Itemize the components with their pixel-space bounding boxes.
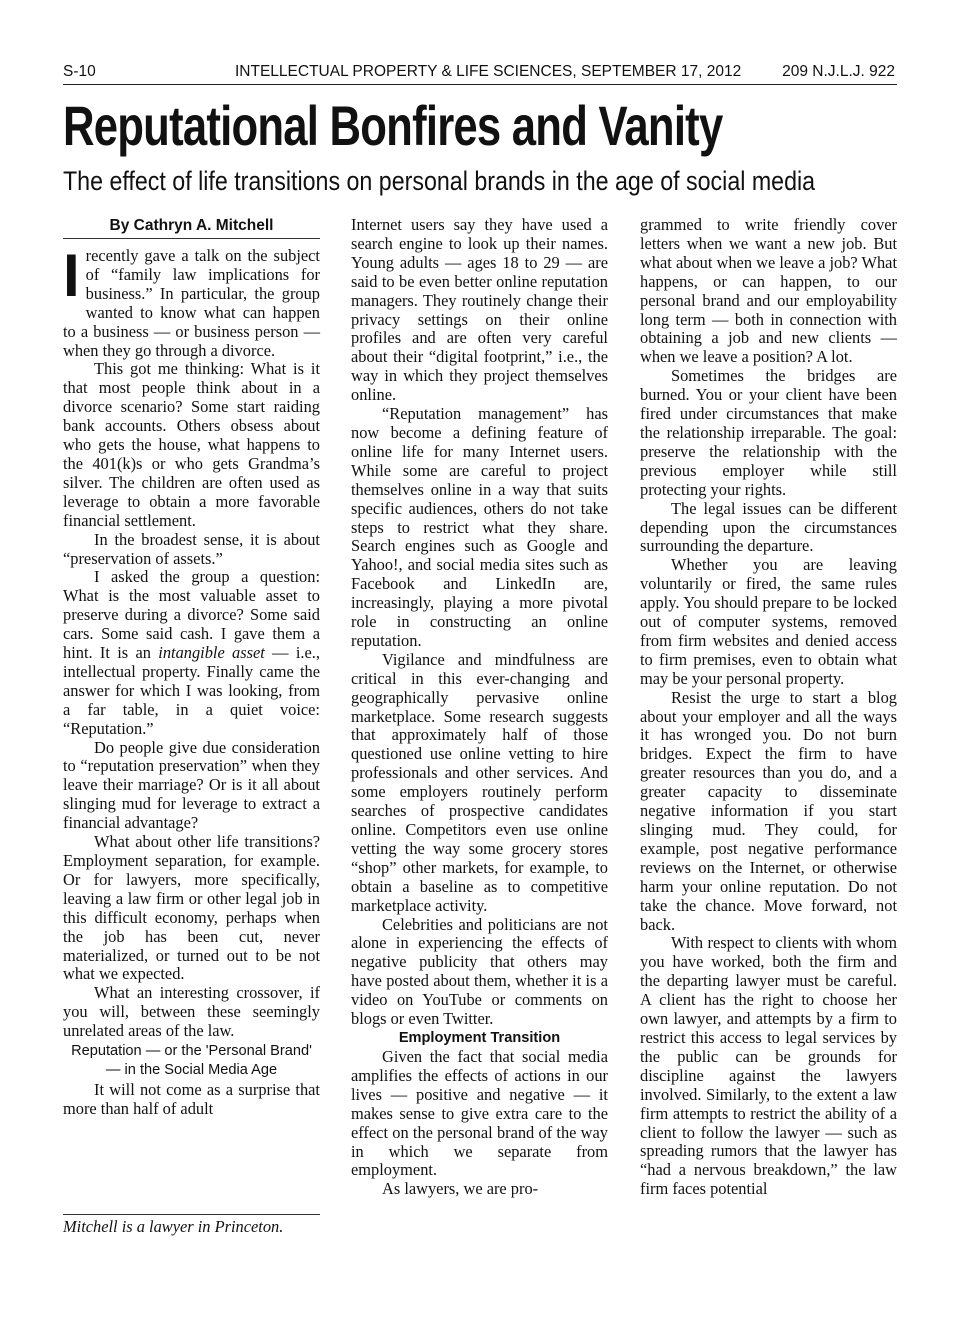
byline: By Cathryn A. Mitchell xyxy=(63,216,320,239)
article-subtitle: The effect of life transitions on personal brands in the age of social media xyxy=(63,166,816,196)
paragraph-text: — i.e., intellectual property. Finally came the answer for which I was looking, from a far table, in a quiet voice: “Reputation.” xyxy=(63,643,320,738)
section-title: INTELLECTUAL PROPERTY & LIFE SCIENCES, SEPTEMBER 17, 2012 xyxy=(235,63,742,80)
paragraph: What about other life transitions? Employment separation, for example. Or for lawyers, more specifically, leaving a law firm or other legal job in this difficult economy, perhaps when the job has been cut, never materialized, or turned out to be not what we expected. xyxy=(63,832,320,984)
paragraph: In the broadest sense, it is about “preservation of assets.” xyxy=(63,529,320,568)
section-heading: Employment Transition xyxy=(398,1029,561,1046)
column-2 xyxy=(351,216,608,1199)
page-number: S-10 xyxy=(63,63,96,80)
paragraph: Do people give due consideration to “reputation preservation” when they leave their marriage? Or is it all about slinging mud for leverage to extract a financial advantage? xyxy=(63,737,320,833)
author-note-text: Mitchell is a lawyer in Princeton. xyxy=(63,1217,284,1236)
column-3 xyxy=(640,216,897,1199)
paragraph: What an interesting crossover, if you will, between these seemingly unrelated areas of the law. xyxy=(63,983,320,1041)
paragraph: Vigilance and mindfulness are critical in this ever-changing and geographically pervasive online marketplace. Some research suggests that approximately half of those questioned use online vetting to hire professionals and other services. And some employers routinely perform searches of prospective candidates online. Competitors even use online vetting the way some grocery stores “shop” other markets, for example, to obtain a baseline as to competitive marketplace activity. xyxy=(351,649,608,915)
paragraph: “Reputation management” has now become a defining feature of online life for many Internet users. While some are careful to project themselves online in a way that suits specific audiences, others do not take steps to restrict what they share. Search engines such as Google and Yahoo!, and social media sites such as Facebook and LinkedIn are, increasingly, playing a more pivotal role in constructing an online reputation. xyxy=(351,404,608,650)
paragraph: As lawyers, we are pro- xyxy=(382,1179,539,1199)
section-heading-line: — in the Social Media Age xyxy=(105,1062,278,1079)
citation: 209 N.J.L.J. 922 xyxy=(782,63,895,80)
paragraph: It will not come as a surprise that more than half of adult xyxy=(63,1080,320,1118)
paragraph: Given the fact that social media amplifies the effects of actions in our lives — positive and negative — it makes sense to give extra care to the effect on the personal brand of the way in which we separate from employment. xyxy=(351,1046,608,1180)
section-heading xyxy=(63,1042,320,1080)
paragraph: Resist the urge to start a blog about your employer and all the ways it has wronged you. Do not burn bridges. Expect the firm to have greater resources than you do, and a greater capacity to disseminate negative information if you start slinging mud. They could, for example, post negative performance reviews on the Internet, or otherwise harm your online reputation. Do not take the chance. Move forward, not back. xyxy=(640,687,897,934)
paragraph: Internet users say they have used a search engine to look up their names. Young adults — ages 18 to 29 — are said to be even better online reputation managers. They routinely change their privacy settings on their online profiles and are often very careful about their “digital footprint,” i.e., the way in which they project themselves online. xyxy=(351,215,608,405)
paragraph-text: recently gave a talk on the subject of “family law implications for business.” In particular, the group wanted to know what can happen to a business — or business person — when they go through a divorce. xyxy=(63,246,320,360)
paragraph-text: I asked the group a question: What is the most valuable asset to preserve during a divorce? Some said cars. Some said cash. I gave them a hint. It is an xyxy=(63,567,320,663)
paragraph: grammed to write friendly cover letters when we want a new job. But what about when we leave a job? What happens, or can happen, to our personal brand and our employability long term — both in connection with obtaining a job and new clients — when we leave a position? A lot. xyxy=(640,215,897,367)
article-title: Reputational Bonfires and Vanity xyxy=(63,94,723,157)
paragraph: Sometimes the bridges are burned. You or your client have been fired under circumstances that make the relationship irreparable. The goal: preserve the relationship with the previous employer while still protecting your rights. xyxy=(640,366,897,499)
section-heading-line: Reputation — or the 'Personal Brand' xyxy=(71,1043,312,1060)
paragraph: With respect to clients with whom you have worked, both the firm and the departing lawyer must be careful. A client has the right to choose her own lawyer, and attempts by a firm to restrict this access to legal services by the public can be grounds for discipline against the lawyers involved. Similarly, to the extent a law firm attempts to restrict the ability of a client to follow the lawyer — such as spreading rumors that the lawyer has “had a nervous breakdown,” the law firm faces potential xyxy=(640,933,897,1199)
running-header xyxy=(63,62,897,85)
drop-cap: I xyxy=(63,242,80,309)
paragraph: Whether you are leaving voluntarily or fired, the same rules apply. You should prepare to be locked out of computer systems, removed from firm websites and denied access to firm premises, even to obtain what may be your personal property. xyxy=(640,555,897,688)
paragraph xyxy=(63,568,320,738)
emphasis-text: intangible asset xyxy=(158,643,265,663)
column-1 xyxy=(63,216,320,1119)
paragraph: Celebrities and politicians are not alone in experiencing the effects of negative publicity that others may have posted about them, whether it is a video on YouTube or comments on blogs or even Twitter. xyxy=(351,914,608,1029)
paragraph: The legal issues can be different depending upon the circumstances surrounding the departure. xyxy=(640,498,897,556)
author-note xyxy=(63,1214,320,1237)
paragraph: This got me thinking: What is it that most people think about in a divorce scenario? Some start raiding bank accounts. Others obsess about who gets the house, what happens to the 401(k)s or who gets Grandma’s silver. The children are often used as leverage to obtain a more favorable financial settlement. xyxy=(63,359,320,530)
paragraph xyxy=(63,242,320,360)
